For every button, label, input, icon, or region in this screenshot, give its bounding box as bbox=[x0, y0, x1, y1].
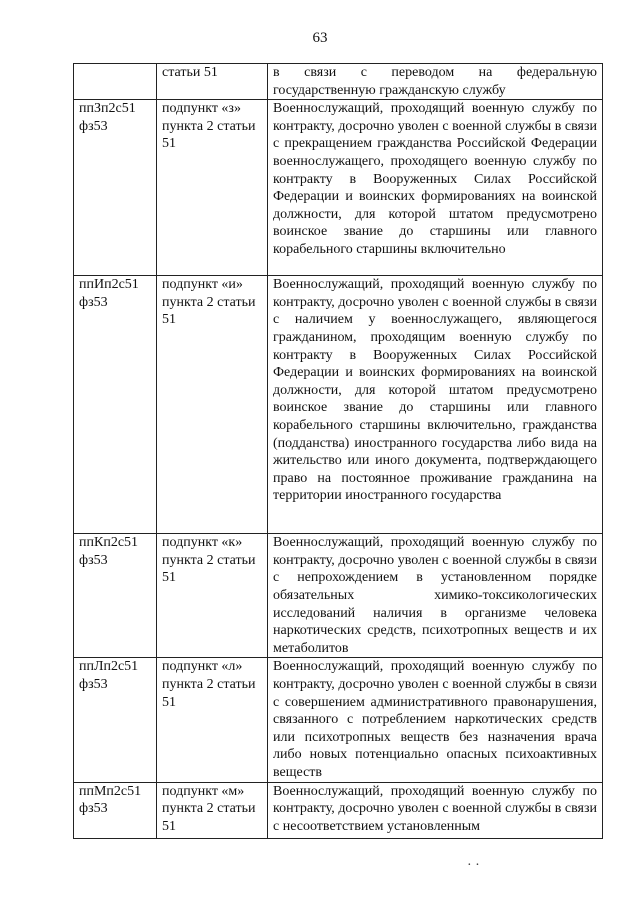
description-cell: Военнослужащий, проходящий военную службу по контракту, досрочно уволен с военной службы в связи с непрохождением в установленном порядке обязательных химико-токсикологических исследований наличия в организме человека наркотических средств, психотропных веществ и их метаболитов bbox=[268, 534, 603, 658]
reference-cell: подпункт «к» пункта 2 статьи 51 bbox=[157, 534, 268, 658]
code-cell: ппИп2с51 фз53 bbox=[74, 276, 157, 534]
document-table bbox=[73, 63, 603, 839]
code-cell bbox=[74, 64, 157, 100]
page-number: 63 bbox=[312, 30, 328, 46]
description-cell: Военнослужащий, проходящий военную службу по контракту, досрочно уволен с военной службы в связи с прекращением гражданства Российской Федерации военнослужащего, проходящего военную службу по контракту в Вооруженных Силах Российской Федерации и воинских формированиях на воинской должности, для которой штатом предусмотрено воинское звание до старшины или главного корабельного старшины включительно bbox=[268, 100, 603, 276]
table-row bbox=[74, 276, 603, 534]
reference-cell: подпункт «и» пункта 2 статьи 51 bbox=[157, 276, 268, 534]
code-cell: ппЗп2с51 фз53 bbox=[74, 100, 157, 276]
reference-cell: статьи 51 bbox=[157, 64, 268, 100]
scan-mark: · · bbox=[467, 858, 480, 873]
description-cell: Военнослужащий, проходящий военную службу по контракту, досрочно уволен с военной службы в связи с наличием у военнослужащего, являющегося гражданином, проходящим военную службу по контракту в Вооруженных Силах Российской Федерации и воинских формированиях на воинской должности, для которой штатом предусмотрено воинское звание до старшины или главного корабельного старшины включительно, гражданства (подданства) иностранного государства либо вида на жительство или иного документа, подтверждающего право на постоянное проживание гражданина на территории иностранного государства bbox=[268, 276, 603, 534]
code-cell: ппКп2с51 фз53 bbox=[74, 534, 157, 658]
code-cell: ппЛп2с51 фз53 bbox=[74, 658, 157, 782]
reference-cell: подпункт «з» пункта 2 статьи 51 bbox=[157, 100, 268, 276]
description-cell: Военнослужащий, проходящий военную службу по контракту, досрочно уволен с военной службы в связи с несоответствием установленным bbox=[268, 782, 603, 838]
reference-cell: подпункт «м» пункта 2 статьи 51 bbox=[157, 782, 268, 838]
table-row bbox=[74, 782, 603, 838]
description-cell: Военнослужащий, проходящий военную службу по контракту, досрочно уволен с военной службы в связи с совершением административного правонарушения, связанного с потреблением наркотических средств или психотропных веществ без назначения врача либо новых потенциально опасных психоактивных веществ bbox=[268, 658, 603, 782]
reference-cell: подпункт «л» пункта 2 статьи 51 bbox=[157, 658, 268, 782]
table-row bbox=[74, 100, 603, 276]
code-cell: ппМп2с51 фз53 bbox=[74, 782, 157, 838]
description-cell: в связи с переводом на федеральную государственную гражданскую службу bbox=[268, 64, 603, 100]
table-row bbox=[74, 534, 603, 658]
table-row bbox=[74, 64, 603, 100]
table-row bbox=[74, 658, 603, 782]
